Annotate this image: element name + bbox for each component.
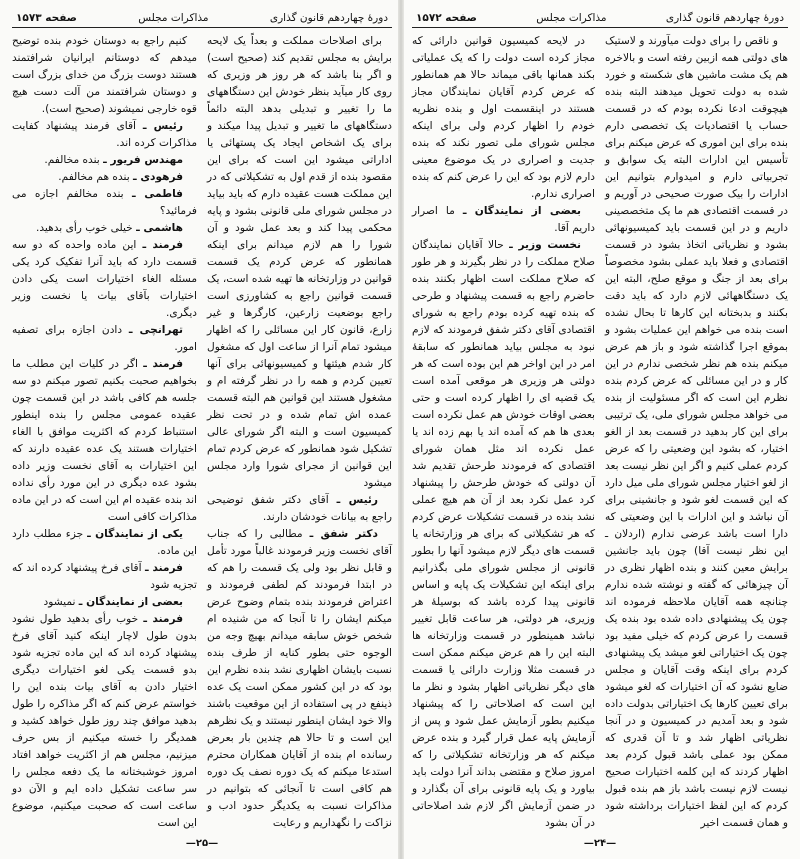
speech-paragraph bbox=[12, 322, 197, 356]
speech-text: ما اصرار داریم آقا. bbox=[412, 205, 595, 234]
speech-paragraph bbox=[412, 237, 595, 832]
text-column-left bbox=[12, 33, 197, 832]
speaker-name: بعضی از نمایندگان ـ bbox=[462, 205, 581, 217]
text-column-left bbox=[412, 33, 595, 832]
text-column-right bbox=[605, 33, 788, 832]
speech-paragraph bbox=[605, 33, 788, 832]
speaker-name: رئیس ـ bbox=[336, 494, 378, 506]
speaker-name: فرهودی ـ bbox=[133, 171, 183, 183]
speech-text: اگر در کلیات این مطلب ما بخواهیم صحبت بکنیم تصور میکنم دو سه جلسه هم کافی باشد در این قسمت چون عقیده عمومی مجلس را بنده اینطور استنباط کردم که اکثریت موافق با الغاء اختیارات هستند یک عده عقیده دارند که این اختیارات به آقای نخست وزیر داده بشود عده دیگری در این مورد رأی نداده اند بنده عقیده ام این است که در این ماده مذاکرات کافی است bbox=[12, 358, 197, 523]
speech-paragraph bbox=[12, 186, 197, 220]
speech-paragraph bbox=[207, 492, 392, 526]
speech-text: در لایحه کمیسیون قوانین دارائی که مجاز کرده است دولت را که یک عملیاتی بکند همانها باقی میماند حالا هم همانطور که عرض کردم آقایان نمایندگان مجاز هستند در اینقسمت اول و بنده نظریه خودم را اظهار کردم ولی برای اینکه مجلس شورای ملی تصور نکند که بنده جدیت و اصراری در یک موضوع معینی دارم لازم بود که این را عرض کنم که بنده اصراری ندارم. bbox=[412, 35, 595, 200]
speech-text: آقای دکتر شفق توضیحی راجع به بیانات خودشان دارند. bbox=[207, 494, 392, 523]
page-footer-number: —۲۴— bbox=[583, 838, 617, 849]
speaker-name: یکی از نمایندگان ـ bbox=[87, 528, 184, 540]
speaker-name: مهندس فریور ـ bbox=[103, 154, 183, 166]
speech-text: خیلی خوب رأی بدهید. bbox=[35, 222, 133, 234]
speech-text: این ماده واحده که دو سه قسمت دارد که باید آنرا تفکیک کرد یکی مسئله الغاء اختیارات است یکی دادن اختیارات بآقای بیات یا نخست وزیر دیگری. bbox=[12, 239, 197, 319]
speaker-name: فاطمی ـ bbox=[131, 188, 183, 200]
speaker-name: هاشمی ـ bbox=[136, 222, 183, 234]
speech-paragraph bbox=[12, 237, 197, 322]
speech-paragraph bbox=[12, 356, 197, 526]
left-page bbox=[0, 0, 398, 859]
running-title: مذاکرات مجلس bbox=[536, 12, 607, 24]
page-header bbox=[412, 8, 788, 28]
page-footer-number: —۲۵— bbox=[185, 838, 219, 849]
text-column-right bbox=[207, 33, 392, 832]
speech-paragraph bbox=[12, 526, 197, 560]
running-title: مذاکرات مجلس bbox=[138, 12, 209, 24]
speech-paragraph bbox=[12, 33, 197, 118]
speech-text: بنده مخالفم اجازه می فرمائید؟ bbox=[12, 188, 197, 217]
text-columns bbox=[412, 33, 788, 832]
speech-paragraph bbox=[12, 118, 197, 152]
speaker-name: رئیس ـ bbox=[142, 120, 184, 132]
speech-text: کنیم راجع به دوستان خودم بنده توضیح میدهم که دوستانم ایرانیان شرافتمند هستند دوست بزرگ من خدای بزرگ است و دوستان شرافتمند من آلت دست هیچ قوه خارجی نمیشوند (صحیح است). bbox=[12, 35, 197, 115]
page-header bbox=[12, 8, 392, 28]
speaker-name: نخست وزیر ـ bbox=[509, 239, 581, 251]
speech-text: نمیشود bbox=[43, 596, 76, 608]
speech-paragraph bbox=[12, 560, 197, 594]
session-period: دورهٔ چهاردهم قانون گذاری bbox=[269, 12, 388, 24]
speech-text: حالا آقایان نمایندگان صلاح مملکت را در نظر بگیرند و هر طور که صلاح مملکت است اظهار بکنند بنده حاضرم راجع به قسمت پیشنهاد و طرحی که بنده تهیه کرده بودم راجع به شورای اقتصادی آقای دکتر شفق فرمودند که لازم نبود به مجلس بیاید همانطور که سابقهٔ امر در این اواخر هم این بوده است که هر دولتی هر وزیری هر موقعی آمده است یک قضیه ای را اظهار کرده است و حتی بعضی اوقات خودش هم عمل نکرده است بعدی ها هم که آمده اند یا بهم زده اند یا عمل نکرده اند مثل همان شورای اقتصادی که فرمودند طرحش تقدیم شد آن دولتی که خودش طرحش را پیشنهاد کرد عمل نکرد بعد از آن هم هیچ عملی نشد بنده در قسمت تشکیلات عرض کردم که هر تشکیلاتی که برای هر وزارتخانه یا قسمت های دیگر لازم میشود آنها را بطور قانونی از مجلس شورای ملی بگذرانیم برای اینکه این تشکیلات یک پایه و اساس قانونی پیدا کرده باشد که بوسیلهٔ هر وزیری، هر دولتی، هر ساعت قابل تغییر نباشد همینطور در قسمت وزارتخانه ها البته این را هم عرض میکنم ممکن است در قسمت مثلا وزارت دارائی یا قسمت های دیگر نظریاتی اظهار بشود و نظر ما این است که اصلاحاتی را که پیشنهاد میکنیم بطور آزمایش عمل شود و پس از آزمایش پایه عمل قرار گیرد و بنده عرض میکنم که هر وزارتخانه تشکیلاتی را که امروز صلاح و مقتضی بداند آنرا دولت باید بیاورد و یک پایه قانونی برای آن بگذارد و در ضمن آزمایش اگر لازم شد اصلاحاتی در آن بشود bbox=[412, 239, 595, 829]
speech-text: بنده مخالفم. bbox=[44, 154, 100, 166]
speaker-name: دکتر شفق ـ bbox=[309, 528, 378, 540]
speaker-name: فرمند ـ bbox=[145, 562, 183, 574]
page-number: صفحه ۱۵۷۲ bbox=[416, 12, 477, 24]
speech-paragraph bbox=[412, 203, 595, 237]
speech-text: دادن اجازه برای تصفیه امور. bbox=[12, 324, 197, 353]
speaker-name: فرمند ـ bbox=[143, 358, 184, 370]
right-page bbox=[404, 0, 800, 859]
speech-text: بنده هم مخالفم. bbox=[58, 171, 130, 183]
speech-paragraph bbox=[207, 33, 392, 492]
speech-text: برای اصلاحات مملکت و بعداً یک لایحه برایش به مجلس تقدیم کند (صحیح است) و اگر بنا باشد که هر روز هر وزیری که روی کار میآید بنظر خودش این دستگاههای ما را تغییر و تبدیلی بدهد البته دائماً دستگاههای ما تغییر و تبدیل پیدا میکند و برای یک اشخاص ایجاد یک پستهائی یا اداراتی میشود این است که برای این مقصود بنده از قدم اول به تشکیلاتی که در این مملکت هست عقیده دارم که باید بیاید در مجلس شورای ملی قانونی بشود و پایه محکمی پیدا کند و بعد عمل شود و آن شورا را هم لازم میدانم برای اینکه همانطور که عرض کردم یک قسمت قوانین در وزارتخانه ها تهیه شده است، یک قسمت قوانین راجع به کشاورزی است راجع بوضعیت زارعین، کارگرها و غیر زارع، قانون کار این مسائلی را که اظهار میشود تمام آنرا از ساعت اول که مشغول کار شدم هیئتها و کمیسیونهائی برای آنها تعیین کردم و همه را در نظر گرفته ام و مشغول هستند این قوانین هم البته قسمت عمده اش تمام شده و در تحت نظر کمیسیون است و البته اگر شورای عالی تشکیل شود همانطور که عرض کردم تمام این قوانین از مجرای شورا وارد مجلس میشود bbox=[207, 35, 392, 489]
session-period: دورهٔ چهاردهم قانون گذاری bbox=[665, 12, 784, 24]
speech-paragraph bbox=[12, 611, 197, 832]
speech-text: آقای فرخ پیشنهاد کرده اند که تجزیه شود bbox=[12, 562, 197, 591]
speech-paragraph bbox=[12, 594, 197, 611]
page-number: صفحه ۱۵۷۳ bbox=[16, 12, 77, 24]
speech-text: خوب رأی بدهید طول نشود بدون طول لاچار اینکه کنید آقای فرخ پیشنهاد کرده اند که این ماده تجزیه شود بدو قسمت یکی لغو اختیارات دیگری اختیار دادن به آقای بیات بنده این را خواستم عرض کنم که اگر مذاکره را طول بدهید موافق چند روز طول خواهد کشید و همدیگر را خسته میکنیم از بس حرف میزنیم، مجلس هم از اکثریت خواهد افتاد امروز خوشبختانه ما یک دفعه مجلس را سر ساعت تشکیل داده ایم و الآن دو ساعت است که صحبت میکنیم، موضوع این است bbox=[12, 613, 197, 829]
speaker-name: فرمند ـ bbox=[142, 239, 184, 251]
speaker-name: فرمند ـ bbox=[143, 613, 184, 625]
speech-text: و ناقص را برای دولت میآورند و لاستیک های دولتی همه ازبین رفته است و بالاخره هم یک مشت ماشین های شکسته و خورد شده به دولت تحویل میدهند البته بنده هیچوقت ادعا نکرده بودم که در قسمت حساب یا اقتصادیات یک تخصصی دارم بنده برای این اموری که عرض میکنم برای تأسیس این ادارات البته یک سوابق و تجربیاتی دارم و امیدوارم بتوانیم این ادارات را بیک صورت صحیحی در آوریم و در قسمت اقتصادی هم ما یک متخصصینی داریم و در این قسمت باید کمیسیونهائی بشود و نظریاتی اتخاذ بشود در قسمت اقتصادی و فعلا باید عملی بشود مخصوصاً برای بعد از جنگ و موقع صلح، البته این یک دستگاههائی لازم دارد که باید دقت بکنند و بدبختانه این کارها تا بحال نشده است بنده می خواهم این عملیات بشود و بموقع اجرا گذاشته شود و باز هم عرض میکنم بنده هم نظر شخصی ندارم در این کار و در این مسائلی که عرض کردم بنده نظرم این است که اگر مسئولیت از بنده می خواهد مجلس شورای ملی، یک ترتیبی برای این کار بدهید در قسمت بعد از الغو اختیار، که بشود این وضعیتی را که عرض کردم عملی کنیم و اگر این نظر نیست بعد از لغو اختیار مجلس شورای ملی میل دارد که این قسمت لغو شود و جانشینی برای آن نباشد و این ادارات با این وضعیتی که دارا است باشد عرضی ندارم (اردلان ـ این نظر نیست آقا) چون باید جانشین برایش معین کنند و بنده اظهار نظری در آن چیزهائی که گفته و نوشته شده ندارم چنانچه همه آقایان ملاحظه فرموده اند چون یک پیشنهادی داده شده بود بنده یک قسمت را عرض کردم که خیلی مفید بود چون یک اختیاراتی لغو میشد یک پیشنهادی کردم برای اینکه وقت آقایان و مجلس ضایع نشود که آن اختیارات که لغو میشود برای تعیین کارها یک اختیاراتی بدولت داده شود و بعد آمدیم در کمیسیون و در آنجا نظریاتی اظهار شد و تا آن قدری که ممکن بود عملی باشد قبول کردم بعد اظهار کردند که این کلمه اختیارات صحیح نیست لازم نیست باشد باز هم بنده قبول کردم که این لفظ اختیارات برداشته شود و همان قسمت اخیر bbox=[604, 35, 788, 829]
text-columns bbox=[12, 33, 392, 832]
speaker-name: تهرانچی ـ bbox=[128, 324, 183, 336]
speech-text: آقای فرمند پیشنهاد کفایت مذاکرات کرده اند. bbox=[12, 120, 197, 149]
speech-text: مطالبی را که جناب آقای نخست وزیر فرمودند غالباً مورد تأمل و قابل نظر بود ولی یک قسمت را هم که در ابتدا فرمودند کم لطفی فرمودند و اعتراض فرمودند بنده بتمام وضوح عرض میکنم ایشان را تا آنجا که من شنیده ام شخص خوش سابقه میدانم بهیچ وجه من الوجوه حتی بطور کنایه از طرف بنده نسبت بایشان اظهاری نشد بنده نظرم این بود که در این کشور ممکن است یک عده ذینفع در پی استفاده از این موقعیت باشند والا خود ایشان اینطور نیستند و یک نظرهم این است و تا حالا هم چندین بار بعرض رسانده ام بنده از آقایان همکاران محترم استدعا میکنم که یک دوره نصف یک دوره هم کافی است تا آنجائی که بتوانیم در مذاکرات نسبت به یکدیگر حدود ادب و نزاکت را نگهداریم و رعایت bbox=[207, 528, 392, 829]
speech-paragraph bbox=[12, 169, 197, 186]
speech-text: جزء مطلب دارد این ماده. bbox=[12, 528, 197, 557]
speaker-name: بعضی از نمایندگان ـ bbox=[78, 596, 183, 608]
speech-paragraph bbox=[12, 152, 197, 169]
speech-paragraph bbox=[412, 33, 595, 203]
speech-paragraph bbox=[207, 526, 392, 832]
speech-paragraph bbox=[12, 220, 197, 237]
